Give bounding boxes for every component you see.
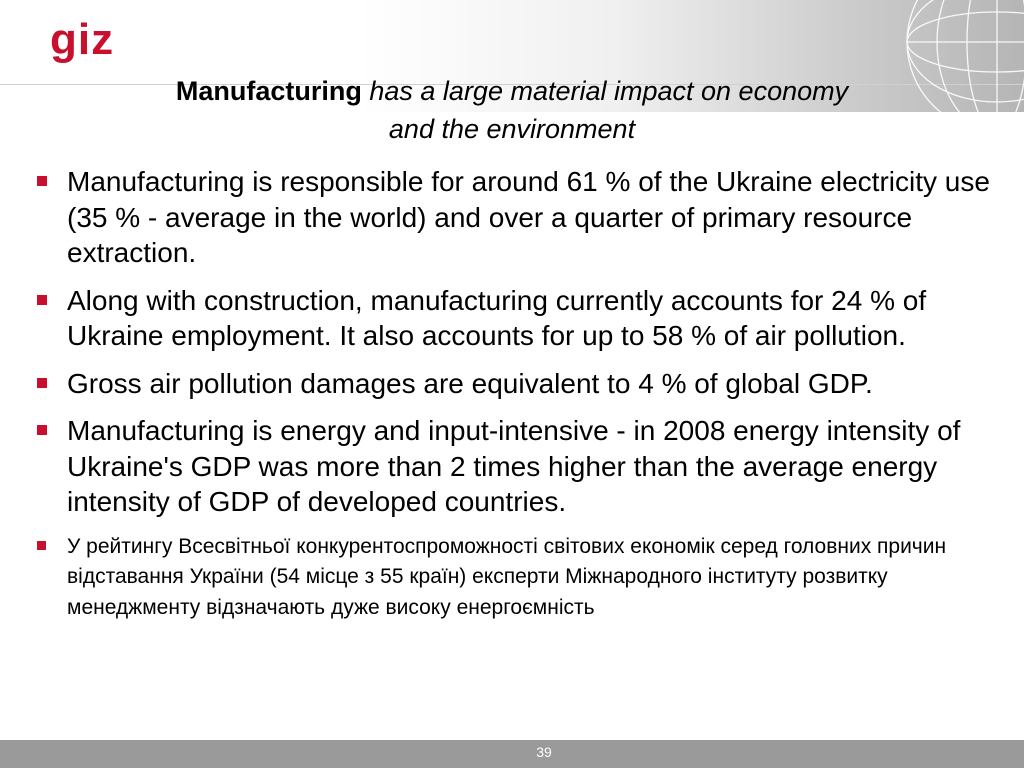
bullet-text: Manufacturing is responsible for around 61 % of the Ukraine electricity use (35 % - average in the world) and over a quarter of primary resource extraction. (67, 166, 990, 268)
bullet-item (30, 366, 1015, 402)
title-italic-line1: has a large material impact on economy (369, 76, 849, 106)
red-square-bullet-icon (37, 176, 47, 186)
bullet-item (30, 413, 1015, 520)
bullet-text: Along with construction, manufacturing currently accounts for 24 % of Ukraine employment. It also accounts for up to 58 % of air pollution. (67, 284, 927, 351)
red-square-bullet-icon (37, 295, 47, 305)
red-square-bullet-icon (37, 541, 46, 550)
title-italic-line2: and the environment (388, 114, 636, 144)
title-bold-word: Manufacturing (175, 76, 362, 106)
bullet-text: Manufacturing is energy and input-intensive - in 2008 energy intensity of Ukraine's GDP was more than 2 times higher than the average energy intensity of GDP of developed countries. (67, 415, 961, 517)
red-square-bullet-icon (37, 425, 47, 435)
bullet-item (30, 164, 1015, 271)
red-square-bullet-icon (37, 378, 47, 388)
bullet-list (30, 164, 1015, 635)
bullet-text: Gross air pollution damages are equivalent to 4 % of global GDP. (67, 367, 873, 399)
bullet-item-ukrainian (30, 532, 1015, 624)
footer-bar (0, 740, 1024, 768)
page-number: 39 (536, 744, 552, 760)
giz-logo: giz (50, 15, 115, 64)
bullet-text: У рейтингу Всесвітньої конкурентоспроможності світових економік серед головних причин відставання України (54 місце з 55 країн) експерти Міжнародного інституту розвитку менеджменту відзначають дуже високу енергоємність (67, 534, 947, 619)
bullet-item (30, 283, 1015, 354)
slide-title (40, 72, 984, 148)
